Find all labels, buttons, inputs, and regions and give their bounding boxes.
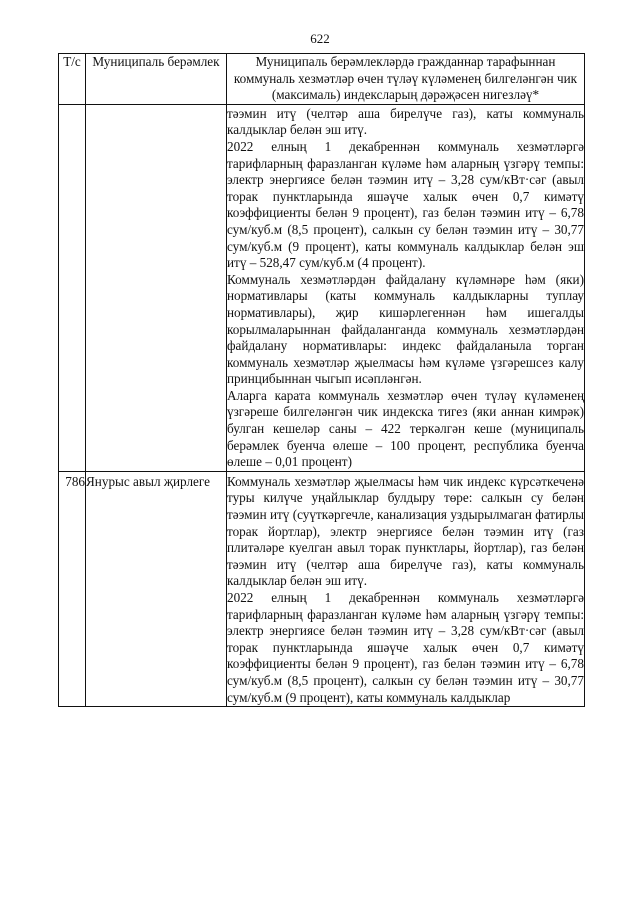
paragraph: тәэмин итү (челтәр аша бирелүче газ), каты коммуналь калдыклар белән эш итү. xyxy=(227,105,584,138)
page-number: 622 xyxy=(310,31,330,46)
row-justification xyxy=(227,471,585,706)
row-municipality xyxy=(86,104,227,471)
paragraph: 2022 елның 1 декабреннән коммуналь хезмәтләргә тарифларның фаразланган күләме һәм аларның үзгәрү темпы: электр энергиясе белән тәэмин итү – 3,28 сум/кВт·сәг (авыл торак пунктларында яшәүче халык өчен 0,7 кимәтү коэффициенты белән 9 процент), газ белән тәэмин итү – 6,78 сум/куб.м (8,5 процент), салкын су белән тәэмин итү – 30,77 сум/куб.м (9 процент), каты коммуналь калдыклар xyxy=(227,590,584,705)
header-municipality: Муниципаль берәмлек xyxy=(86,54,227,105)
table-row xyxy=(59,104,585,471)
row-municipality: Янурыс авыл җирлеге xyxy=(86,471,227,706)
paragraph: Аларга карата коммуналь хезмәтләр өчен түләү күләменең үзгәреше билгеләнгән чик индекска тигез (яки аннан кимрәк) булган кешеләр саны – 422 теркәлгән кеше (муниципаль берәмлек буенча өлеше – 100 процент, республика буенча өлеше – 0,01 процент) xyxy=(227,387,584,470)
header-justification: Муниципаль берәмлекләрдә гражданнар тарафыннан коммуналь хезмәтләр өчен түләү күләменең билгеләнгән чик (максималь) индексларың дәрәҗәсен нигезләү* xyxy=(227,54,585,105)
row-number: 786 xyxy=(59,471,86,706)
paragraph: Коммуналь хезмәтләрдән файдалану күләмнәре һәм (яки) нормативлары (каты коммуналь калдыкларны туплау нормативлары), җир кишәрлегеннән һәм ишегалды корылмаларыннан файдаланганда коммуналь хезмәтләрдән файдалану нормативлары: индекс файдаланыла торган коммуналь хезмәтләр җыелмасы һәм күләме үзгәрешсез калу принцибыннан чыгып исәпләнгән. xyxy=(227,271,584,387)
paragraph: Коммуналь хезмәтләр җыелмасы һәм чик индекс күрсәткеченә туры килүче уңайлыклар булдыру төре: салкын су белән тәэмин итү (суүткәргечле, канализация уздырылмаган фатирлы торак йортлар), электр энергиясе белән тәэмин итү (газ плитәләре куелган авыл торак пунктлары, йортлар), газ белән тәэмин итү (челтәр аша бирелүче газ), каты коммуналь калдыклар белән эш итү. xyxy=(227,473,584,589)
table-row xyxy=(59,471,585,706)
row-justification xyxy=(227,104,585,471)
paragraph: 2022 елның 1 декабреннән коммуналь хезмәтләргә тарифларның фаразланган күләме һәм аларның үзгәрү темпы: электр энергиясе белән тәэмин итү – 3,28 сум/кВт·сәг (авыл торак пунктларында яшәүче халык өчен 0,7 кимәтү коэффициенты белән 9 процент), газ белән тәэмин итү – 6,78 сум/куб.м (8,5 процент), салкын су белән тәэмин итү – 30,77 сум/куб.м (9 процент), каты коммуналь калдыклар белән эш итү – 528,47 сум/куб.м (4 процент). xyxy=(227,138,584,271)
document-table xyxy=(58,53,585,707)
table-header-row xyxy=(59,54,585,105)
row-number xyxy=(59,104,86,471)
header-number: Т/с xyxy=(59,54,86,105)
